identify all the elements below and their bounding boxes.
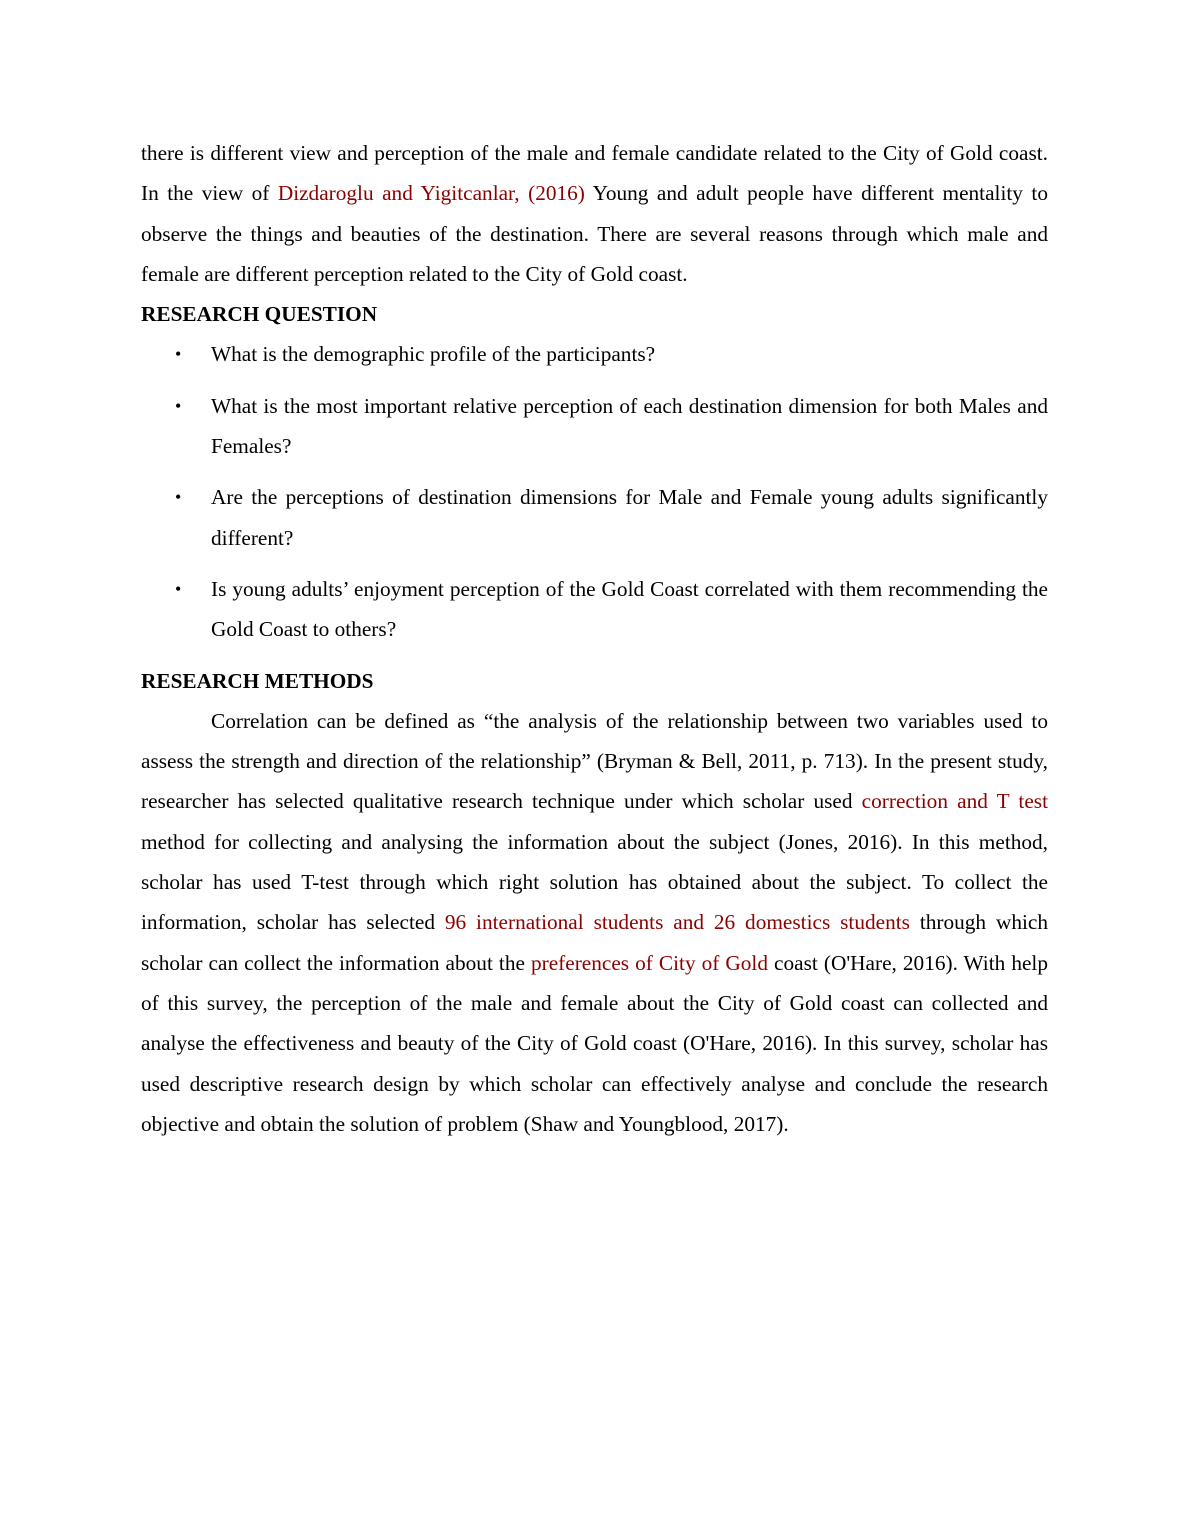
- methods-text-3: through which scholar can collect the information about the: [141, 910, 1048, 975]
- research-methods-heading: RESEARCH METHODS: [141, 668, 374, 693]
- research-question-heading: RESEARCH QUESTION: [141, 302, 378, 327]
- list-item-text: What is the demographic profile of the participants?: [211, 342, 656, 367]
- methods-highlight-3: preferences of City of Gold: [530, 950, 769, 975]
- list-item: [141, 386, 1048, 467]
- intro-text-1: there is different view and perception of the male and female candidate related to the City of Gold coast. In the view of: [141, 141, 1048, 206]
- methods-text-2: method for collecting and analysing the information about the subject (Jones, 2016). In this method, scholar has used T-test through which right solution has obtained about the subject. To collect the information, scholar has selected: [141, 829, 1048, 935]
- methods-text-4: coast (O'Hare, 2016). With help of this survey, the perception of the male and female about the City of Gold coast can collected and analyse the effectiveness and beauty of the City of Gold coast (O'Hare, 2016). In this survey, scholar has used descriptive research design by which scholar can effectively analyse and conclude the research objective and obtain the solution of problem (Shaw and Youngblood, 2017).: [141, 950, 1048, 1136]
- intro-text-2: Young and adult people have different mentality to observe the things and beauties of the destination. There are several reasons through which male and female are different perception related to the City of Gold coast.: [141, 181, 1048, 286]
- intro-citation: Dizdaroglu and Yigitcanlar, (2016): [277, 181, 585, 206]
- list-item-text: What is the most important relative perception of each destination dimension for both Males and Females?: [211, 393, 1048, 459]
- list-item: [141, 477, 1048, 558]
- methods-paragraph: [141, 701, 1048, 1144]
- bullet-icon: •: [175, 487, 182, 508]
- list-item: [141, 334, 1048, 374]
- research-question-list: [141, 334, 1048, 649]
- methods-text-1: Correlation can be defined as “the analysis of the relationship between two variables used to assess the strength and direction of the relationship” (Bryman & Bell, 2011, p. 713). In the present study, researcher has selected qualitative research technique under which scholar used: [141, 708, 1048, 814]
- methods-highlight-1: correction and T test: [861, 789, 1048, 814]
- list-item-text: Is young adults’ enjoyment perception of the Gold Coast correlated with them recommending the Gold Coast to others?: [211, 576, 1048, 642]
- list-item-text: Are the perceptions of destination dimensions for Male and Female young adults significantly different?: [211, 485, 1048, 550]
- bullet-icon: •: [175, 578, 182, 599]
- bullet-icon: •: [175, 395, 182, 416]
- document-page: [141, 133, 1048, 1144]
- bullet-icon: •: [175, 344, 182, 365]
- methods-highlight-2: 96 international students and 26 domestics students: [444, 910, 910, 935]
- list-item: [141, 569, 1048, 650]
- intro-paragraph: [141, 133, 1048, 294]
